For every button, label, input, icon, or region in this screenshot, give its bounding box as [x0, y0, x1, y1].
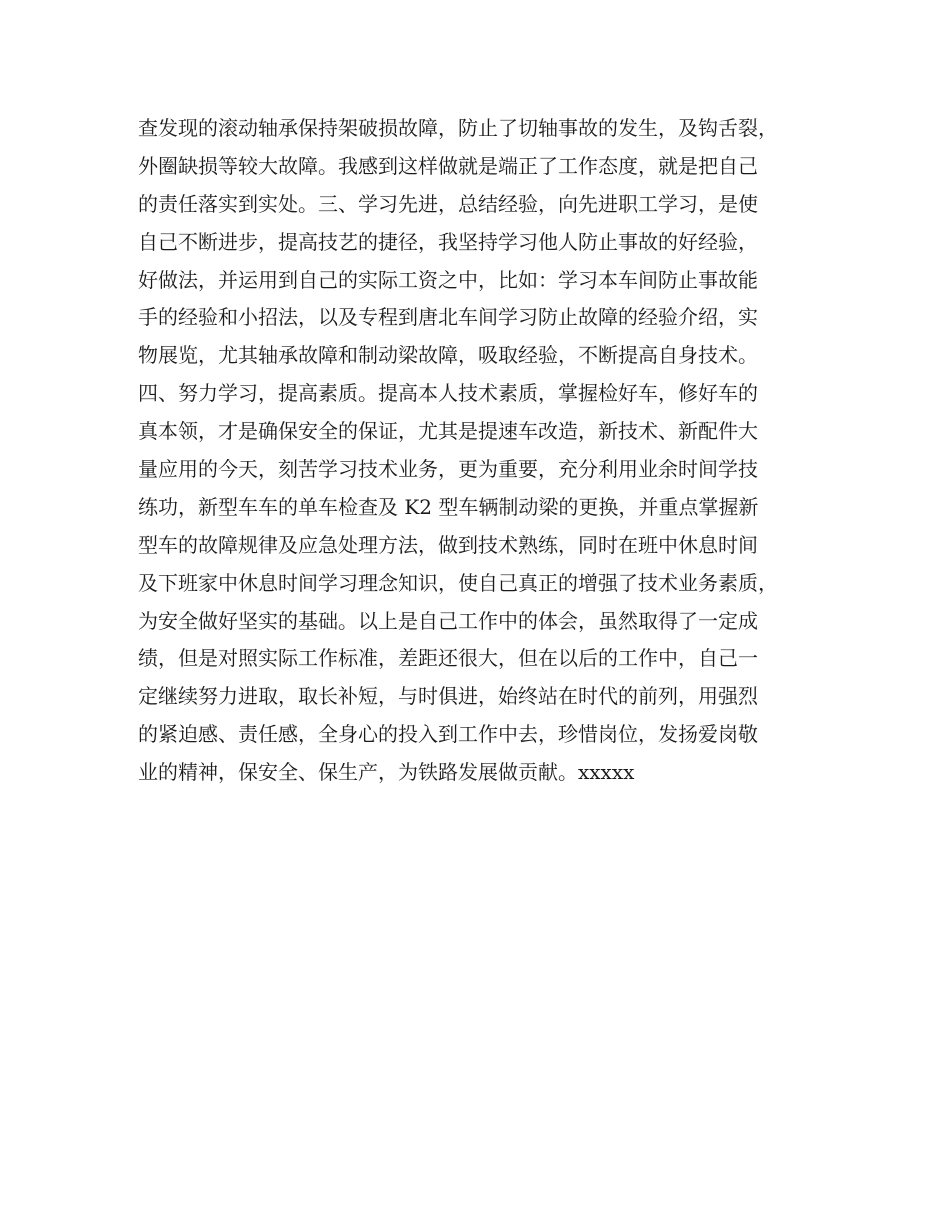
text-line: 物展览，尤其轴承故障和制动梁故障，吸取经验，不断提高自身技术。: [138, 343, 758, 368]
text-line: 查发现的滚动轴承保持架破损故障，防止了切轴事故的发生，及钩舌裂，: [138, 116, 778, 140]
text-line: 为安全做好坚实的基础。以上是自己工作中的体会，虽然取得了一定成: [138, 608, 758, 633]
text-line: 练功，新型车车的单车检查及 K2 型车辆制动梁的更换，并重点掌握新: [138, 494, 759, 519]
text-line: 手的经验和小招法，以及专程到唐北车间学习防止故障的经验介绍，实: [138, 305, 758, 330]
text-line: 的责任落实到实处。三、学习先进，总结经验，向先进职工学习，是使: [138, 191, 758, 216]
text-line: 业的精神，保安全、保生产，为铁路发展做贡献。xxxxx: [138, 760, 635, 785]
text-line: 自己不断进步，提高技艺的捷径，我坚持学习他人防止事故的好经验，: [138, 229, 758, 254]
text-line: 外圈缺损等较大故障。我感到这样做就是端正了工作态度，就是把自己: [138, 153, 758, 178]
body-text: [138, 110, 838, 792]
text-line: 四、努力学习，提高素质。提高本人技术素质，掌握检好车，修好车的: [138, 381, 758, 406]
text-line: 绩，但是对照实际工作标准，差距还很大，但在以后的工作中，自己一: [138, 646, 758, 671]
text-line: 量应用的今天，刻苦学习技术业务，更为重要，充分利用业余时间学技: [138, 457, 758, 482]
text-line: 定继续努力进取，取长补短，与时俱进，始终站在时代的前列，用强烈: [138, 684, 758, 709]
text-line: 及下班家中休息时间学习理念知识，使自己真正的增强了技术业务素质，: [138, 570, 778, 595]
text-line: 好做法，并运用到自己的实际工资之中，比如：学习本车间防止事故能: [138, 267, 758, 292]
text-line: 的紧迫感、责任感，全身心的投入到工作中去，珍惜岗位，发扬爱岗敬: [138, 722, 758, 747]
text-line: 真本领，才是确保安全的保证，尤其是提速车改造，新技术、新配件大: [138, 419, 758, 444]
text-line: 型车的故障规律及应急处理方法，做到技术熟练，同时在班中休息时间: [138, 532, 758, 557]
